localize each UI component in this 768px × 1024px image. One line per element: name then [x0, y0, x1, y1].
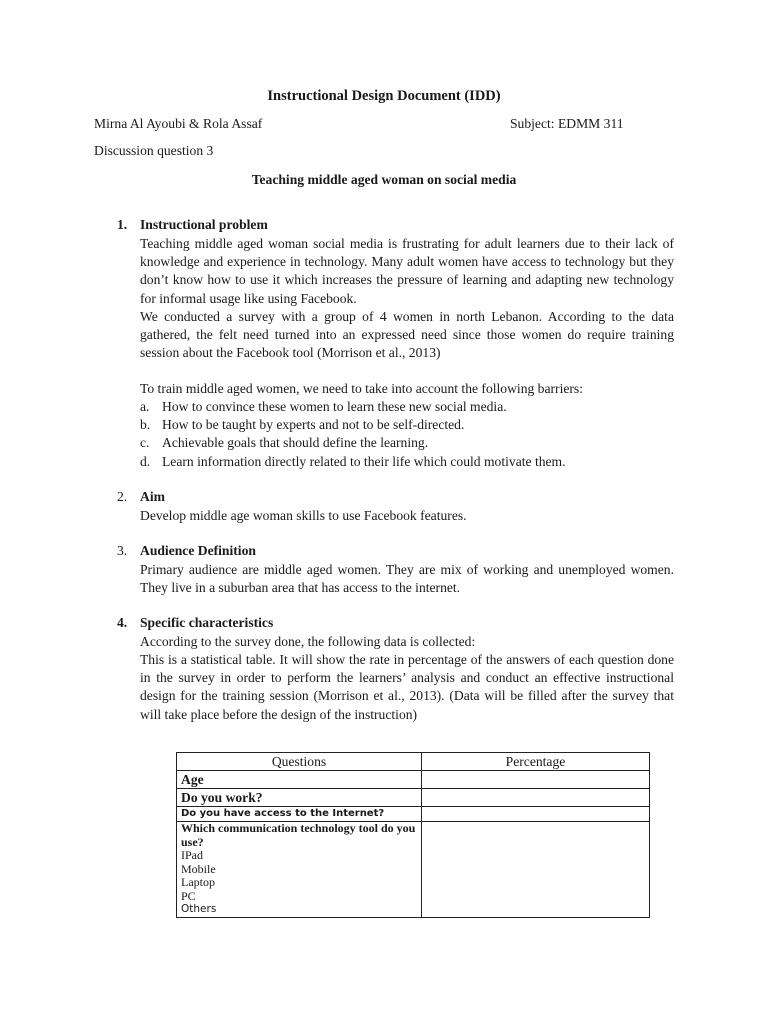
barrier-letter: b. [140, 417, 151, 432]
section-4-heading: Specific characteristics [140, 615, 274, 630]
barrier-letter: a. [140, 399, 150, 414]
tool-option: Others [181, 903, 217, 915]
question-communication-tool: Which communication technology tool do you use? [181, 821, 416, 849]
question-age: Age [177, 771, 422, 789]
section-2-heading: Aim [140, 489, 165, 504]
section-3-paragraph: Primary audience are middle aged women. They are mix of working and unemployed women. They live in a suburban area that has access to the internet. [140, 562, 674, 596]
question-communication-tool-cell [177, 822, 422, 918]
tool-option: Mobile [181, 861, 216, 876]
table-row [177, 771, 650, 789]
barrier-text: How to convince these women to learn these new social media. [162, 399, 507, 414]
percentage-header: Percentage [422, 753, 650, 771]
question-internet-access: Do you have access to the Internet? [177, 807, 422, 822]
table-header-row [177, 753, 650, 771]
section-1-paragraph-3: To train middle aged women, we need to take into account the following barriers: [140, 381, 583, 396]
percentage-cell [422, 822, 650, 918]
section-1-number: 1. [117, 217, 128, 232]
percentage-cell [422, 771, 650, 789]
barrier-item [140, 398, 674, 416]
barrier-item [140, 453, 674, 471]
table-row [177, 789, 650, 807]
table-row [177, 807, 650, 822]
barrier-letter: c. [140, 435, 150, 450]
barrier-text: Learn information directly related to their life which could motivate them. [162, 454, 566, 469]
tool-option: Laptop [181, 875, 215, 889]
authors: Mirna Al Ayoubi & Rola Assaf [94, 116, 263, 131]
section-1-heading: Instructional problem [140, 217, 268, 232]
subject: Subject: EDMM 311 [510, 116, 624, 131]
section-4-number: 4. [117, 615, 128, 630]
tool-option: IPad [181, 848, 203, 862]
barrier-text: Achievable goals that should define the learning. [162, 435, 429, 450]
barrier-item [140, 434, 674, 452]
section-4-paragraph-2: This is a statistical table. It will show the rate in percentage of the answers of each question done in the survey in order to perform the learners’ analysis and conduct an effective instructional design for the training session (Morrison et al., 2013). (Data will be filled after the survey that will take place before the design of the instruction) [140, 652, 674, 722]
percentage-cell [422, 789, 650, 807]
barrier-letter: d. [140, 454, 151, 469]
tool-option: PC [181, 888, 196, 903]
document-subtitle: Teaching middle aged woman on social media [251, 172, 517, 187]
question-work: Do you work? [177, 789, 422, 807]
section-2-number: 2. [117, 489, 128, 504]
section-4-paragraph-1: According to the survey done, the following data is collected: [140, 634, 476, 649]
survey-table [176, 752, 650, 918]
section-2-paragraph: Develop middle age woman skills to use Facebook features. [140, 508, 467, 523]
questions-header: Questions [177, 753, 422, 771]
document-title: Instructional Design Document (IDD) [267, 88, 501, 104]
table-row [177, 822, 650, 918]
discussion-label: Discussion question 3 [94, 143, 214, 158]
section-1-paragraph-1: Teaching middle aged woman social media is frustrating for adult learners due to their lack of knowledge and experience in technology. Many adult women have access to technology but they don’t know how to use it which increases the pressure of learning and adapting new technology for informal usage like using Facebook. [140, 236, 674, 306]
barrier-text: How to be taught by experts and not to be self-directed. [162, 417, 465, 432]
barrier-item [140, 416, 674, 434]
section-3-heading: Audience Definition [140, 543, 256, 558]
section-3-number: 3. [117, 543, 128, 558]
section-1-paragraph-2: We conducted a survey with a group of 4 women in north Lebanon. According to the data gathered, the felt need turned into an expressed need since those women do require training session about the Facebook tool (Morrison et al., 2013) [140, 309, 674, 361]
percentage-cell [422, 807, 650, 822]
